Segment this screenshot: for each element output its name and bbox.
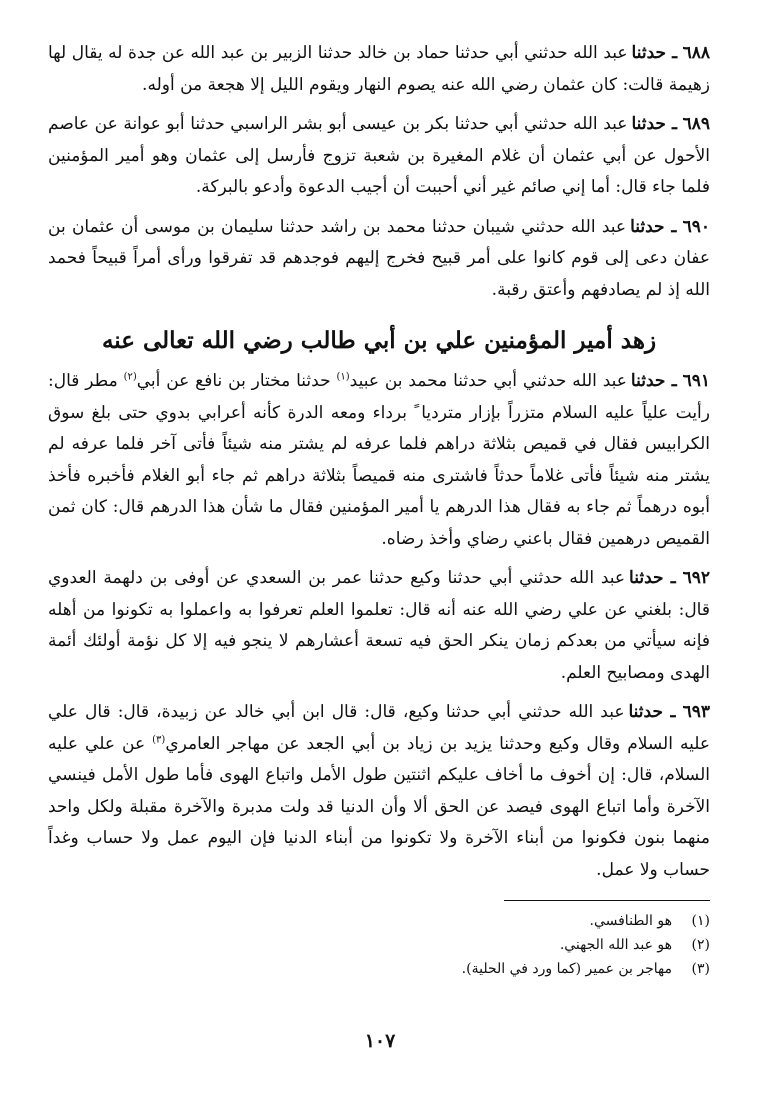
hadith-number: ٦٩٣ xyxy=(682,702,710,722)
hadith-text: عبد الله حدثني شيبان حدثنا محمد بن راشد حدثنا سليمان بن موسى أن عثمان بن عفان دعى إلى قوم كانوا على أمر قبيح فخرج إليهم فوجدهم قد تفرقوا ورأى أمراً قبيحاً فحمد الله إذ لم يصادفهم وأعتق رقبة. xyxy=(48,216,710,300)
hadith-691 xyxy=(48,366,710,555)
hadith-text: عن علي عليه السلام، قال: إن أخوف ما أخاف عليكم اثنتين طول الأمل واتباع الهوى فأما طول الأمل فينسي الآخرة وأما اتباع الهوى فيصد عن الحق ألا وأن الدنيا قد ولت مدبرة والآخرة مقبلة ولكل واحد منهما بنون فكونوا من أبناء الآخرة ولا تكونوا من أبناء الدنيا فإن اليوم عمل ولا حساب وغداً حساب ولا عمل. xyxy=(48,733,710,880)
footnote-number: (٣) xyxy=(691,961,710,977)
hadith-number: ٦٨٩ xyxy=(682,114,710,134)
hadith-692 xyxy=(48,563,710,689)
hadith-690 xyxy=(48,212,710,307)
hadith-text: عبد الله حدثني أبي حدثنا بكر بن عيسى أبو بشر الراسبي حدثنا أبو عوانة عن عاصم الأحول عن أبي عثمان أن غلام المغيرة بن شعبة تزوج فأرسل إلى عثمان وهو أمير المؤمنين فلما جاء قال: أما إني صائم غير أني أحببت أن أجيب الدعوة وأدعو بالبركة. xyxy=(48,114,710,197)
hadith-number: ٦٩١ xyxy=(682,371,711,391)
footnote-divider xyxy=(504,900,710,901)
page-number: ١٠٧ xyxy=(364,1030,396,1052)
hadith-text: عبد الله حدثني أبي حدثنا حماد بن خالد حدثنا الزبير بن عبد الله عن جدة له يقال لها زهيمة قالت: كان عثمان رضي الله عنه يصوم النهار ويقوم الليل إلا هجعة من أوله. xyxy=(48,43,710,95)
hadith-number: ٦٩٢ xyxy=(682,568,710,588)
hadith-keyword: ـ حدثنا xyxy=(630,371,677,391)
footnote-text: هو الطنافسي. xyxy=(589,913,672,929)
hadith-text: عبد الله حدثني أبي حدثنا محمد بن عبيد xyxy=(349,371,627,391)
hadith-number: ٦٩٠ xyxy=(682,216,710,237)
hadith-number: ٦٨٨ xyxy=(682,43,710,63)
footnote-text: هو عبد الله الجهني. xyxy=(559,937,672,953)
hadith-text: عبد الله حدثني أبي حدثنا وكيع حدثنا عمر بن السعدي عن أوفى بن دلهمة العدوي قال: بلغني عن علي رضي الله عنه أنه قال: تعلموا العلم تعرفوا به واعملوا به تكونوا من أهله فإنه سيأتي من بعدكم زمان ينكر الحق فيه تسعة أعشارهم لا ينجو فيه إلا كل نؤمة أولئك أئمة الهدى ومصابيح العلم. xyxy=(48,568,710,683)
hadith-text: مطر قال: رأيت علياً عليه السلام متزراً بإزار مترديا ً برداء ومعه الدرة كأنه أعرابي بدوي حتى بلغ سوق الكرابيس فقال في قميص بثلاثة دراهم فلما عرفه لم يشتر منه شيئاً فأتى آخر فلما عرفه لم يشتر منه شيئاً فأتى غلاماً حدثاً فاشترى منه قميصاً بثلاثة دراهم ثم جاء أبو الغلام فأخبره فأخذ أبوه درهماً ثم جاء به فقال هذا الدرهم يا أمير المؤمنين فقال ما شأن هذا الدرهم قال: كان ثمن القميص درهمين فقال باعني رضاي وأخذ رضاه. xyxy=(48,371,710,549)
footnote-ref: (١) xyxy=(336,371,350,383)
hadith-keyword: ـ حدثنا xyxy=(631,114,677,134)
footnote-item xyxy=(48,909,710,933)
hadith-keyword: ـ حدثنا xyxy=(629,568,676,588)
section-heading: زهد أمير المؤمنين علي بن أبي طالب رضي الله تعالى عنه xyxy=(101,327,657,354)
footnote-item xyxy=(48,933,710,957)
hadith-688 xyxy=(48,38,710,101)
hadith-text: عبد الله حدثني أبي حدثنا وكيع، قال: قال ابن أبي خالد عن زبيدة، قال: قال علي عليه السلام وقال وكيع وحدثنا يزيد بن زياد بن أبي الجعد عن مهاجر العامري xyxy=(48,702,710,754)
footnote-ref: (٣) xyxy=(152,733,166,745)
footnote-text: مهاجر بن عمير (كما ورد في الحلية). xyxy=(461,961,672,977)
hadith-keyword: ـ حدثنا xyxy=(630,216,677,237)
footnote-item xyxy=(48,957,710,981)
hadith-keyword: ـ حدثنا xyxy=(631,43,678,63)
footnotes xyxy=(48,909,710,981)
footnote-number: (١) xyxy=(691,913,710,929)
hadith-keyword: ـ حدثنا xyxy=(628,702,676,722)
footnote-number: (٢) xyxy=(691,937,710,953)
hadith-689 xyxy=(48,109,710,204)
hadith-text: حدثنا مختار بن نافع عن أبي xyxy=(136,371,331,391)
hadith-693 xyxy=(48,697,710,886)
footnote-ref: (٢) xyxy=(123,371,137,383)
